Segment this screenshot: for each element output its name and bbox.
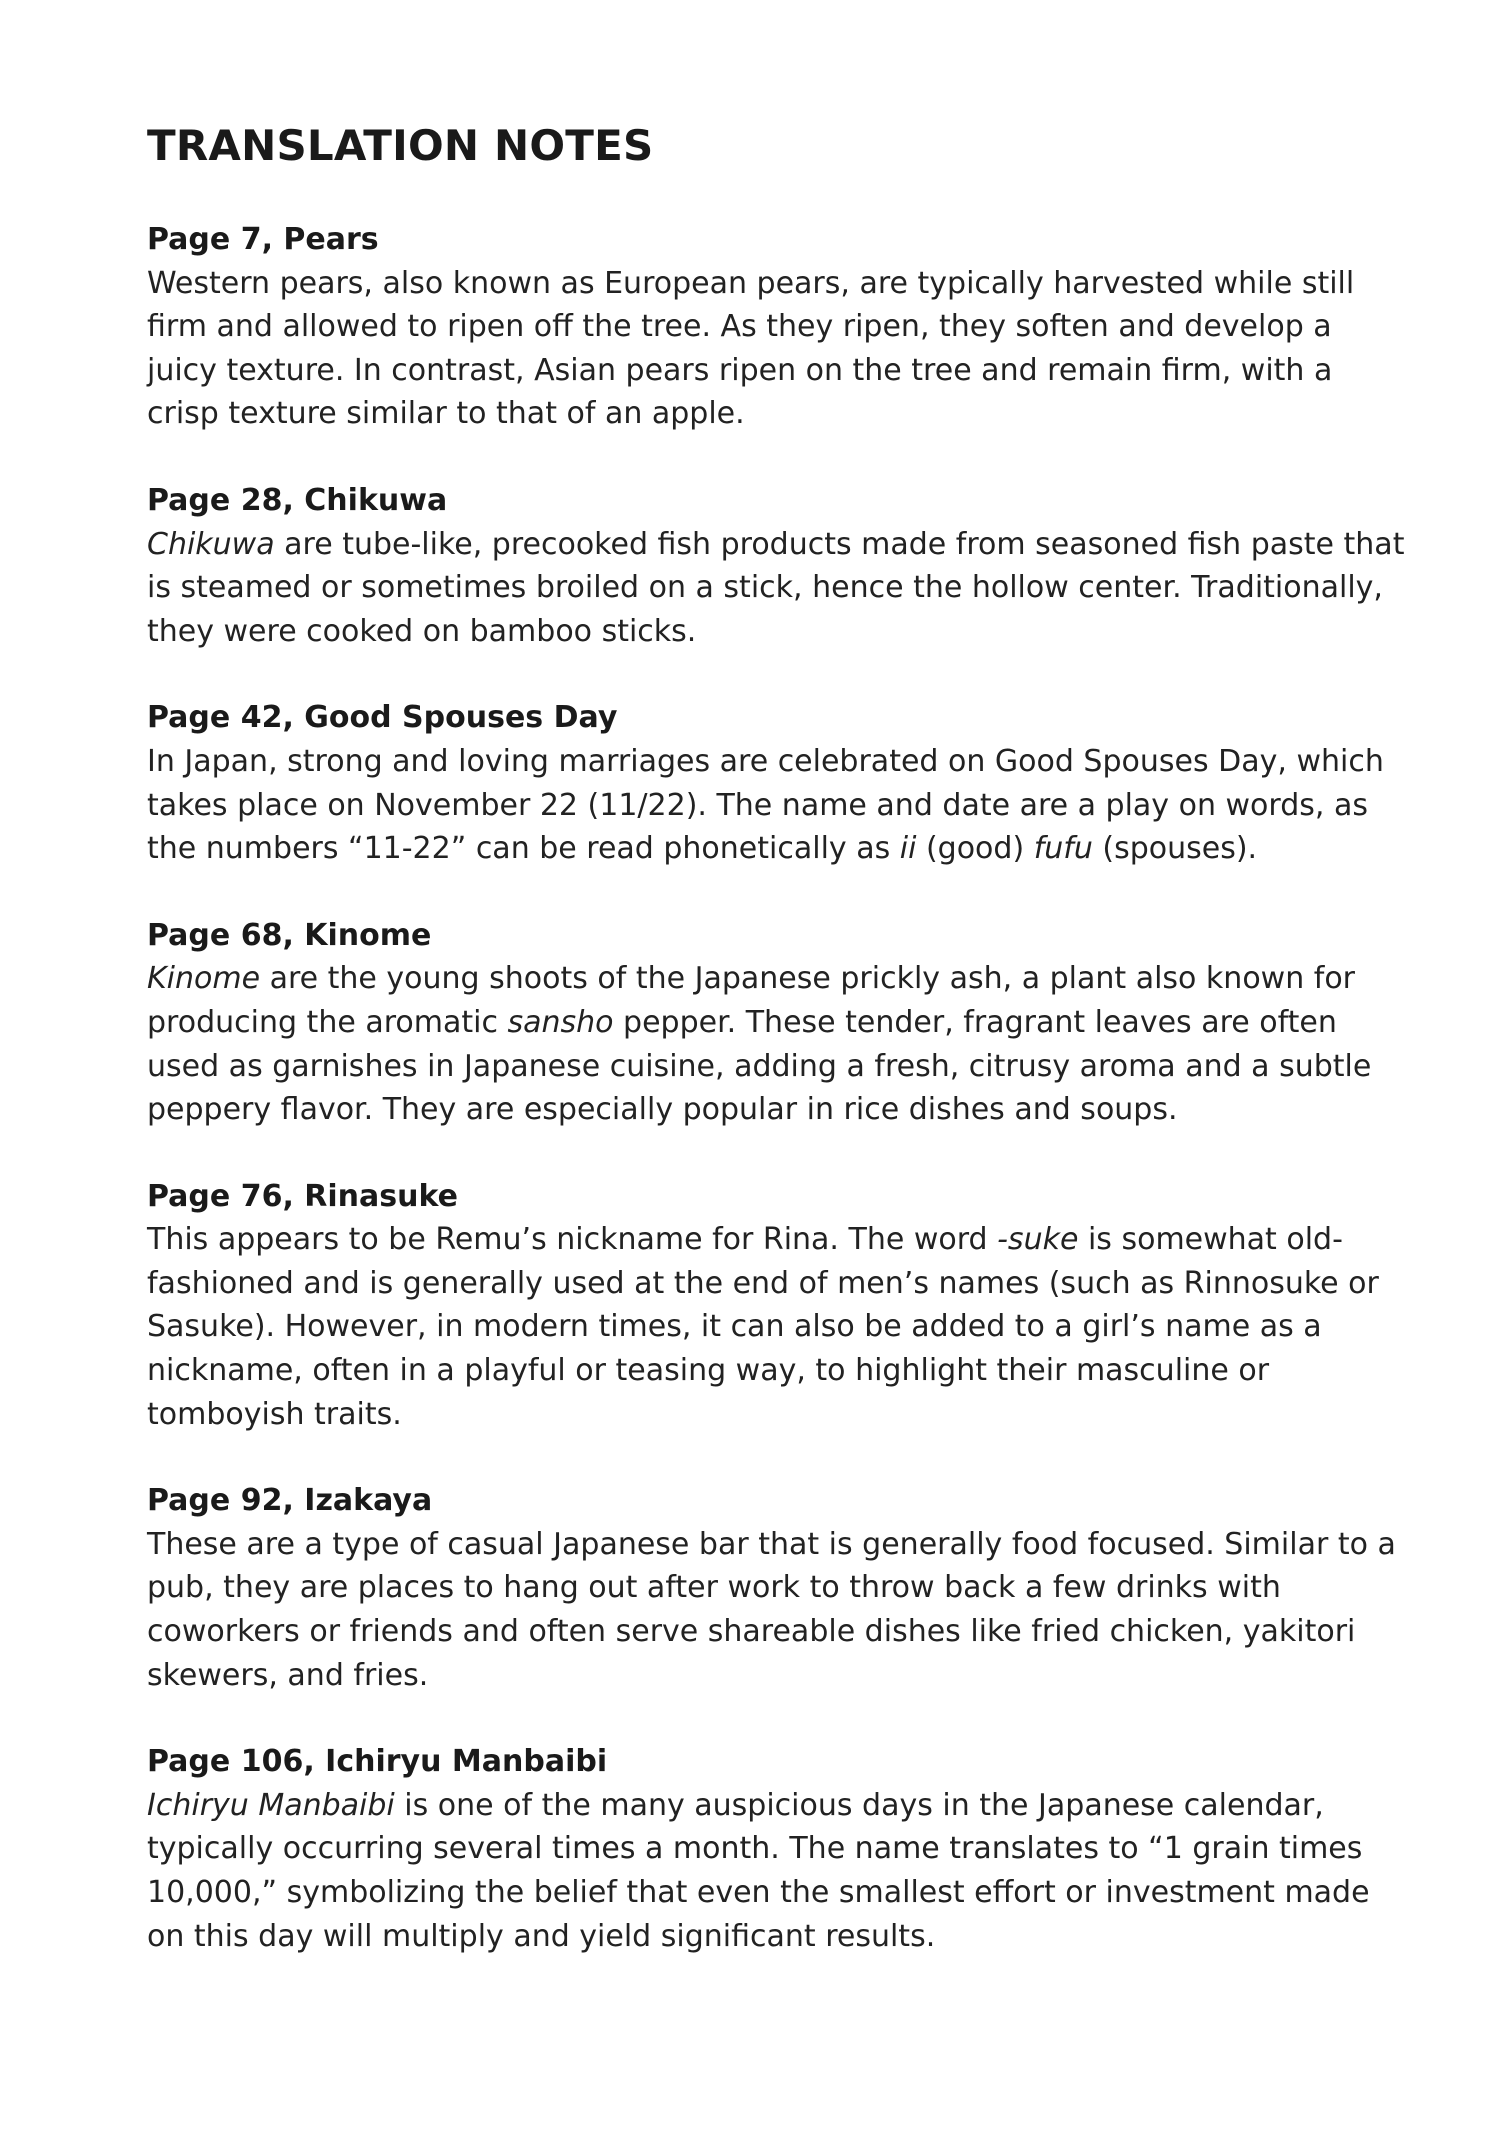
note-body-italic-term: Ichiryu Manbaibi bbox=[147, 1787, 395, 1823]
note-heading: Page 28, Chikuwa bbox=[147, 482, 448, 518]
note-body-text: In Japan, strong and loving marriages are celebrated on Good Spouses Day, which takes place on November 22 (11/22). The name and date are a play on words, as the numbers “11-22” can be read phonetically as bbox=[147, 743, 1384, 867]
note-body-text: These are a type of casual Japanese bar that is generally food focused. Similar to a pub, they are places to hang out after work to throw back a few drinks with coworkers or friends and often serve shareable dishes like fried chicken, yakitori skewers, and fries. bbox=[147, 1526, 1396, 1693]
note-body bbox=[147, 740, 1407, 871]
note-body-text: is somewhat old-fashioned and is generally used at the end of men’s names (such as Rinnosuke or Sasuke). However, in modern times, it can also be added to a girl’s name as a nickname, often in a playful or teasing way, to highlight their masculine or tomboyish traits. bbox=[147, 1222, 1379, 1432]
note-section bbox=[147, 1479, 1407, 1697]
page-title: TRANSLATION NOTES bbox=[147, 121, 654, 170]
note-heading: Page 7, Pears bbox=[147, 222, 379, 257]
note-body-italic-term: sansho bbox=[507, 1004, 614, 1040]
note-body-text: pepper. These tender, fragrant leaves are often used as garnishes in Japanese cuisine, adding a fresh, citrusy aroma and a subtle peppery flavor. They are especially popular in rice dishes and soups. bbox=[147, 1004, 1372, 1128]
note-section bbox=[147, 218, 1407, 436]
note-heading: Page 92, Izakaya bbox=[147, 1483, 433, 1519]
note-body-text: are tube-like, precooked fish products made from seasoned fish paste that is steamed or sometimes broiled on a stick, hence the hollow center. Traditionally, they were cooked on bamboo sticks. bbox=[147, 526, 1405, 649]
note-body-italic-term: ii bbox=[899, 831, 917, 867]
note-body-text: (spouses). bbox=[1092, 831, 1258, 867]
note-body bbox=[147, 957, 1407, 1131]
note-body bbox=[147, 1523, 1407, 1697]
note-body-text: This appears to be Remu’s nickname for Rina. The word bbox=[147, 1222, 998, 1258]
notes-list bbox=[147, 218, 1407, 1958]
note-body-italic-term: Kinome bbox=[147, 961, 261, 997]
note-body-italic-term: Chikuwa bbox=[147, 526, 275, 562]
note-body-text: are the young shoots of the Japanese prickly ash, a plant also known for producing the aromatic bbox=[147, 961, 1356, 1040]
note-section bbox=[147, 914, 1407, 1132]
note-section bbox=[147, 479, 1407, 653]
note-section bbox=[147, 696, 1407, 870]
note-body bbox=[147, 523, 1407, 654]
note-body bbox=[147, 262, 1407, 436]
note-body-text: is one of the many auspicious days in the Japanese calendar, typically occurring several times a month. The name translates to “1 grain times 10,000,” symbolizing the belief that even the smallest effort or investment made on this day will multiply and yield significant results. bbox=[147, 1787, 1370, 1954]
note-body-italic-term: fufu bbox=[1033, 831, 1093, 867]
note-heading: Page 106, Ichiryu Manbaibi bbox=[147, 1744, 608, 1780]
note-section bbox=[147, 1175, 1407, 1437]
note-section bbox=[147, 1740, 1407, 1958]
note-body-italic-term: -suke bbox=[997, 1222, 1079, 1258]
note-heading: Page 42, Good Spouses Day bbox=[147, 700, 618, 736]
note-body bbox=[147, 1218, 1407, 1436]
translation-notes-page bbox=[147, 118, 1407, 2001]
note-body bbox=[147, 1784, 1407, 1958]
note-body-text: Western pears, also known as European pears, are typically harvested while still firm and allowed to ripen off the tree. As they ripen, they soften and develop a juicy texture. In contrast, Asian pears ripen on the tree and remain firm, with a crisp texture similar to that of an apple. bbox=[147, 265, 1355, 432]
note-heading: Page 76, Rinasuke bbox=[147, 1178, 458, 1214]
note-body-text: (good) bbox=[916, 831, 1034, 867]
note-heading: Page 68, Kinome bbox=[147, 917, 432, 953]
